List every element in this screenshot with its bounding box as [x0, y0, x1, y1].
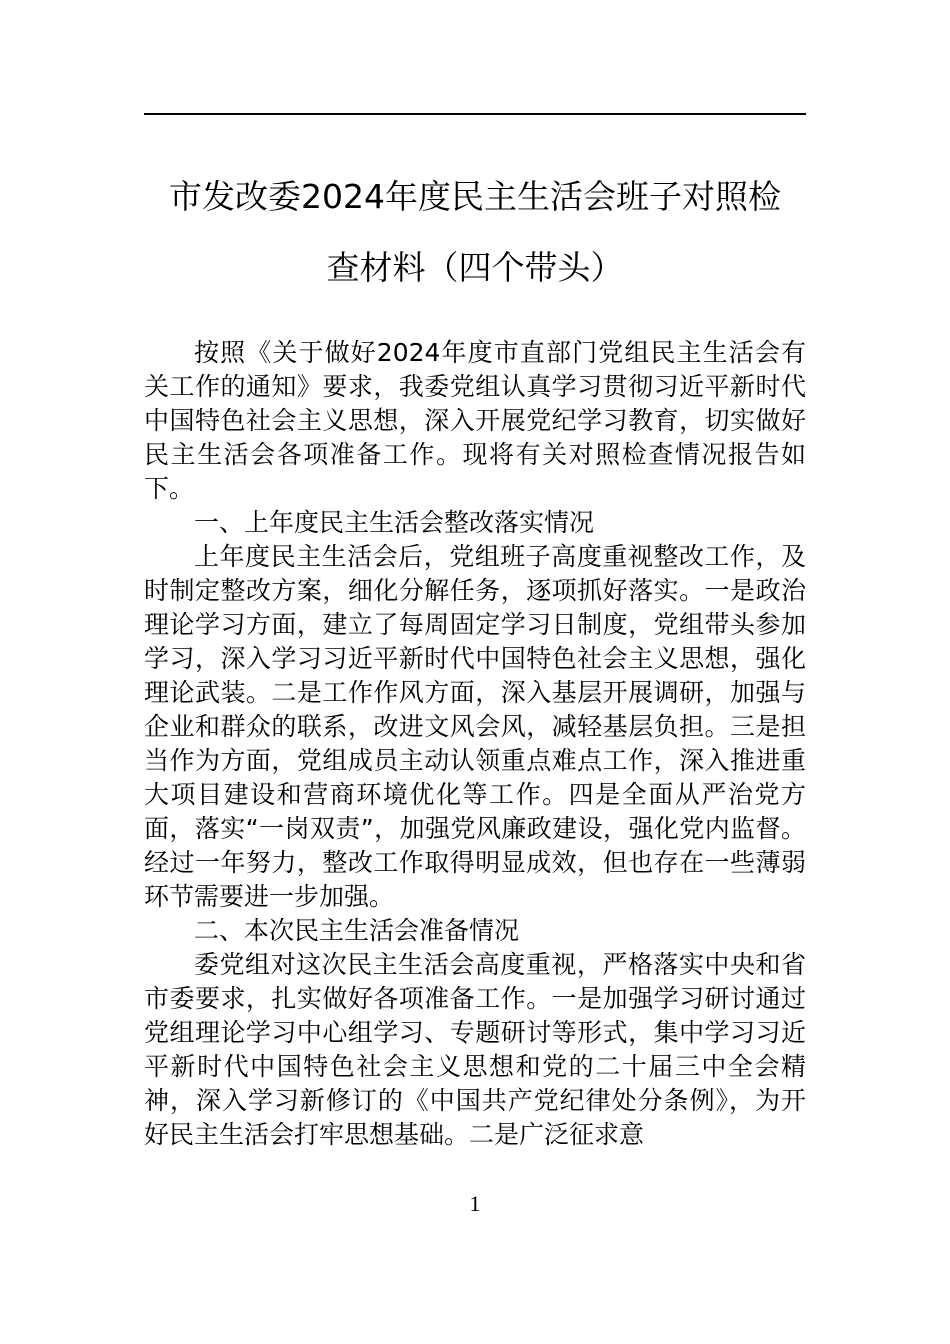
- document-body: [144, 336, 806, 1152]
- section-1-paragraph: 上年度民主生活会后，党组班子高度重视整改工作，及时制定整改方案，细化分解任务，逐项抓好落实。一是政治理论学习方面，建立了每周固定学习日制度，党组带头参加学习，深入学习习近平新时代中国特色社会主义思想，强化理论武装。二是工作作风方面，深入基层开展调研，加强与企业和群众的联系，改进文风会风，减轻基层负担。三是担当作为方面，党组成员主动认领重点难点工作，深入推进重大项目建设和营商环境优化等工作。四是全面从严治党方面，落实“一岗双责”，加强党风廉政建设，强化党内监督。经过一年努力，整改工作取得明显成效，但也存在一些薄弱环节需要进一步加强。: [144, 542, 806, 911]
- section-heading-2: 二、本次民主生活会准备情况: [194, 916, 520, 945]
- document-title-line-1: 市发改委2024年度民主生活会班子对照检: [169, 177, 781, 216]
- header-rule: [144, 113, 806, 115]
- intro-paragraph: 按照《关于做好2024年度市直部门党组民主生活会有关工作的通知》要求，我委党组认真学习贯彻习近平新时代中国特色社会主义思想，深入开展党纪学习教育，切实做好民主生活会各项准备工作。现将有关对照检查情况报告如下。: [144, 338, 806, 503]
- document-title-line-2: 查材料（四个带头）: [326, 248, 624, 287]
- page-number: 1: [469, 1191, 481, 1216]
- section-2-paragraph: 委党组对这次民主生活会高度重视，严格落实中央和省市委要求，扎实做好各项准备工作。一是加强学习研讨通过党组理论学习中心组学习、专题研讨等形式，集中学习习近平新时代中国特色社会主义思想和党的二十届三中全会精神，深入学习新修订的《中国共产党纪律处分条例》，为开好民主生活会打牢思想基础。二是广泛征求意: [144, 950, 806, 1149]
- section-heading-1: 一、上年度民主生活会整改落实情况: [194, 508, 595, 537]
